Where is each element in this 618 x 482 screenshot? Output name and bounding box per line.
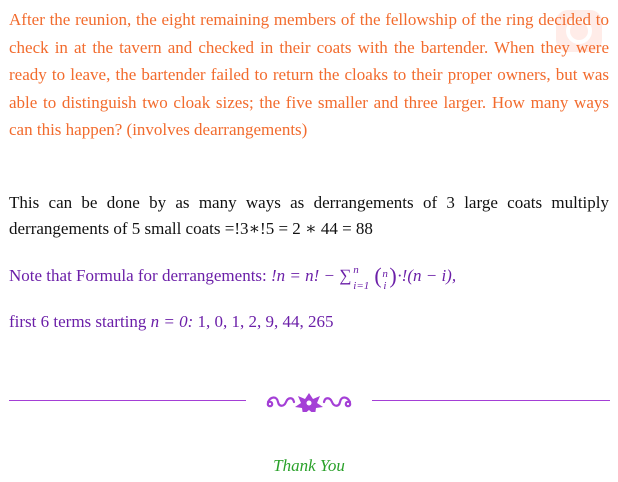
formula-tail: ·!(n − i), [397,266,457,285]
ornament-flourish-icon [264,390,354,412]
question-text: After the reunion, the eight remaining members of the fellowship of the ring decided to check in at the tavern and checked in their coats with the bartender. When they were ready to leave, the bartender failed to return the cloaks to their proper owners, but was able to distinguish two cloak sizes; the five smaller and three larger. How many ways can this happen? (involves dearrangements) [9,10,609,139]
binom-top: n [382,268,388,281]
divider-right [372,400,610,401]
terms-line [9,310,609,334]
binom-bottom: i [383,280,387,293]
divider-left [9,400,246,401]
note-prefix: Note that Formula for derrangements: [9,266,272,285]
answer-text: This can be done by as many ways as derrangements of 3 large coats multiply derrangements of 5 small coats =!3∗!5 = 2 ∗ 44 = 88 [9,193,609,238]
terms-prefix: first 6 terms starting [9,312,151,331]
sum-symbol: ∑ n i=1 [339,264,351,288]
formula-note [9,263,609,293]
sum-upper: n [353,264,359,276]
answer-paragraph [9,190,609,241]
binomial: ( n i ) [374,265,396,289]
formula-lhs: !n = n! − [271,266,340,285]
terms-values: 1, 0, 1, 2, 9, 44, 265 [197,312,334,331]
terms-condition: n = 0: [150,312,194,331]
thank-you: Thank You [273,456,345,475]
sum-lower: i=1 [353,280,370,292]
question-paragraph [9,6,609,144]
